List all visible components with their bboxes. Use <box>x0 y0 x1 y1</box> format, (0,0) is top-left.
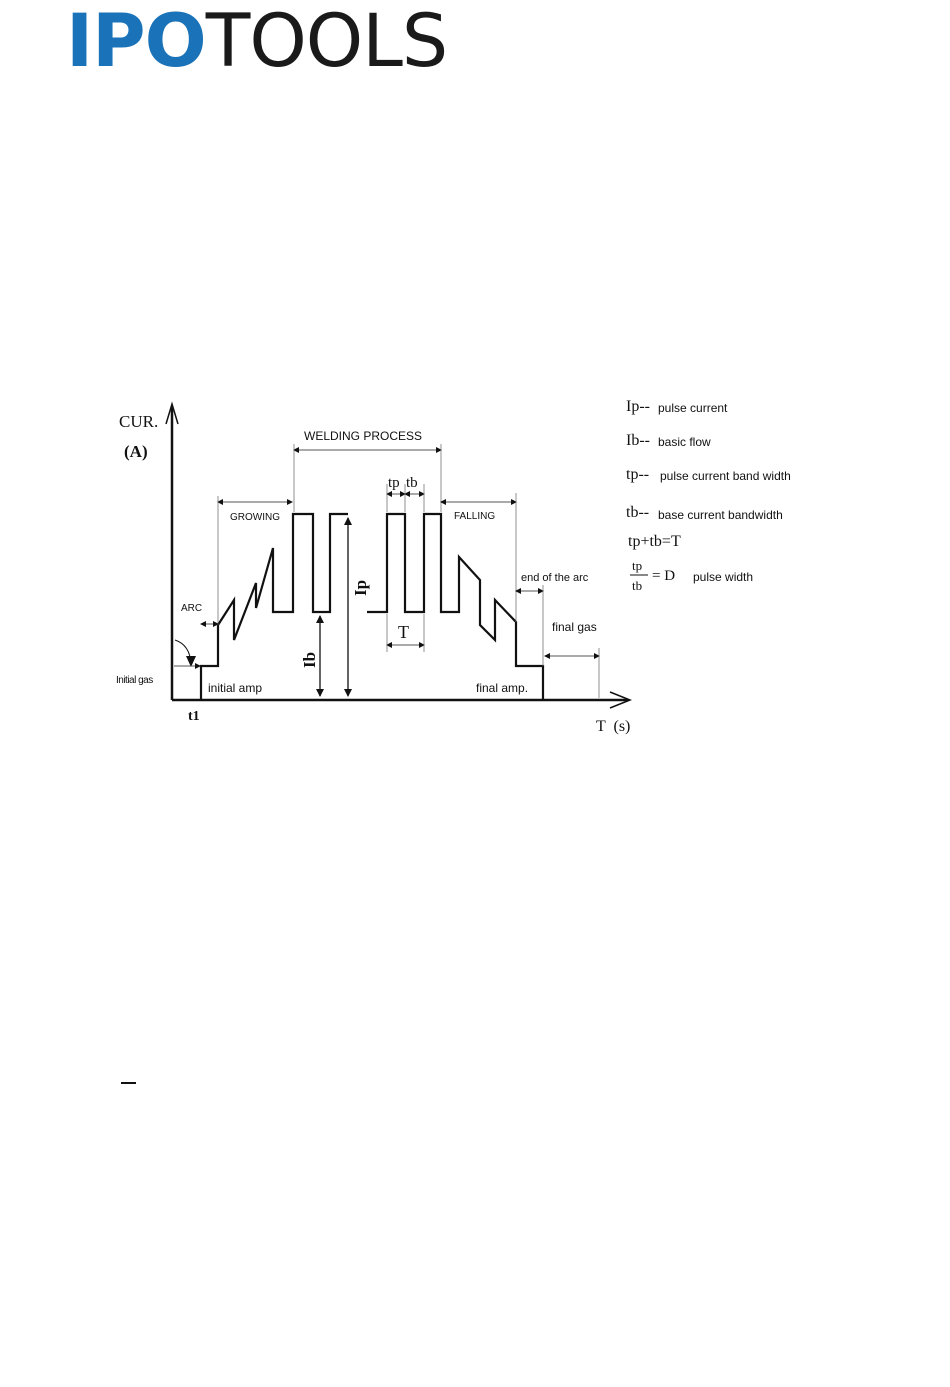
welding-pulse-diagram <box>0 380 950 750</box>
legend <box>626 398 791 593</box>
t1-label: t1 <box>188 709 200 724</box>
formula-denominator: tb <box>632 578 643 593</box>
tp-label: tp <box>388 475 400 491</box>
y-axis-unit: (A) <box>124 442 148 461</box>
formula-sum: tp+tb=T <box>628 533 681 550</box>
formula-equals: = D <box>652 568 676 584</box>
formula-label: pulse width <box>693 570 754 584</box>
ipotools-logo <box>66 2 447 82</box>
ib-label: Ib <box>300 651 319 668</box>
legend-symbol-tb: tb-- <box>626 504 650 521</box>
logo-ipo: IPO <box>66 0 206 84</box>
ip-label: Ip <box>351 579 370 596</box>
legend-text-ip: pulse current <box>658 401 728 415</box>
stray-dash-mark <box>121 1082 136 1084</box>
growing-label: GROWING <box>230 512 280 523</box>
tb-label: tb <box>406 475 418 491</box>
legend-text-tp: pulse current band width <box>660 469 791 483</box>
formula-numerator: tp <box>632 558 643 573</box>
initial-amp-label: initial amp <box>208 681 263 695</box>
final-gas-label: final gas <box>552 620 597 634</box>
legend-symbol-tp: tp-- <box>626 466 650 483</box>
initial-gas-label: Initial gas <box>116 675 153 686</box>
falling-label: FALLING <box>454 511 496 522</box>
current-waveform <box>201 514 348 700</box>
logo-tools: TOOLS <box>205 0 448 84</box>
welding-process-label: WELDING PROCESS <box>304 429 423 443</box>
legend-symbol-ib: Ib-- <box>626 432 650 449</box>
arc-label: ARC <box>181 603 203 614</box>
current-waveform-right <box>367 514 543 700</box>
legend-text-ib: basic flow <box>658 435 711 449</box>
legend-symbol-ip: Ip-- <box>626 398 650 415</box>
x-axis-label: T (s) <box>596 718 631 735</box>
legend-text-tb: base current bandwidth <box>658 508 783 522</box>
final-amp-label: final amp. <box>476 681 529 695</box>
y-axis-label: CUR. <box>119 412 159 431</box>
period-label: T <box>398 622 409 642</box>
end-of-arc-label: end of the arc <box>521 572 589 584</box>
